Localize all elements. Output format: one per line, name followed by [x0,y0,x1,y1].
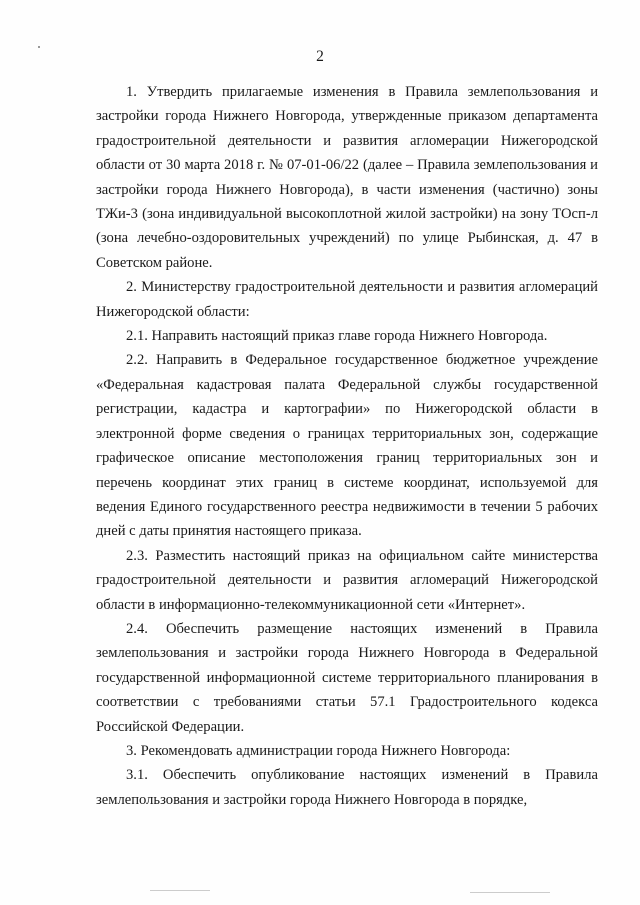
paragraph-1: 1. Утвердить прилагаемые изменения в Правила землепользования и застройки города Нижнего Новгорода, утвержденные приказом департамента градостроительной деятельности и развития агломерации Нижегородской области от 30 марта 2018 г. № 07-01-06/22 (далее – Правила землепользования и застройки города Нижнего Новгорода), в части изменения (частично) зоны ТЖи-3 (зона индивидуальной высокоплотной жилой застройки) на зону ТОсп-л (зона лечебно-оздоровительных учреждений) по улице Рыбинская, д. 47 в Советском районе. [96,84,598,271]
page-number: 2 [316,48,324,65]
paragraph-2: 2. Министерству градостроительной деятельности и развития агломераций Нижегородской области: [96,279,598,320]
document-body [96,80,598,812]
paragraph-3-1: 3.1. Обеспечить опубликование настоящих изменений в Правила землепользования и застройки города Нижнего Новгорода в порядке, [96,767,598,808]
paragraph-2-4: 2.4. Обеспечить размещение настоящих изменений в Правила землепользования и застройки города Нижнего Новгорода в Федеральной государственной информационной системе территориального планирования в соответствии с требованиями статьи 57.1 Градостроительного кодекса Российской Федерации. [96,620,598,735]
paragraph-2-1: 2.1. Направить настоящий приказ главе города Нижнего Новгорода. [126,328,548,345]
paragraph-2-3: 2.3. Разместить настоящий приказ на официальном сайте министерства градостроительной деятельности и развития агломераций Нижегородской области в информационно-телекоммуникационной сети «Интернет». [96,547,598,613]
paragraph-3: 3. Рекомендовать администрации города Нижнего Новгорода: [126,742,511,759]
scan-mark [470,892,550,893]
scan-mark [150,890,210,891]
paragraph-2-2: 2.2. Направить в Федеральное государственное бюджетное учреждение «Федеральная кадастровая палата Федеральной службы государственной регистрации, кадастра и картографии» по Нижегородской области в электронной форме сведения о границах территориальных зон, содержащие графическое описание местоположения границ территориальных зон и перечень координат этих границ в системе координат, используемой для ведения Единого государственного реестра недвижимости в течении 5 рабочих дней с даты принятия настоящего приказа. [96,352,598,540]
